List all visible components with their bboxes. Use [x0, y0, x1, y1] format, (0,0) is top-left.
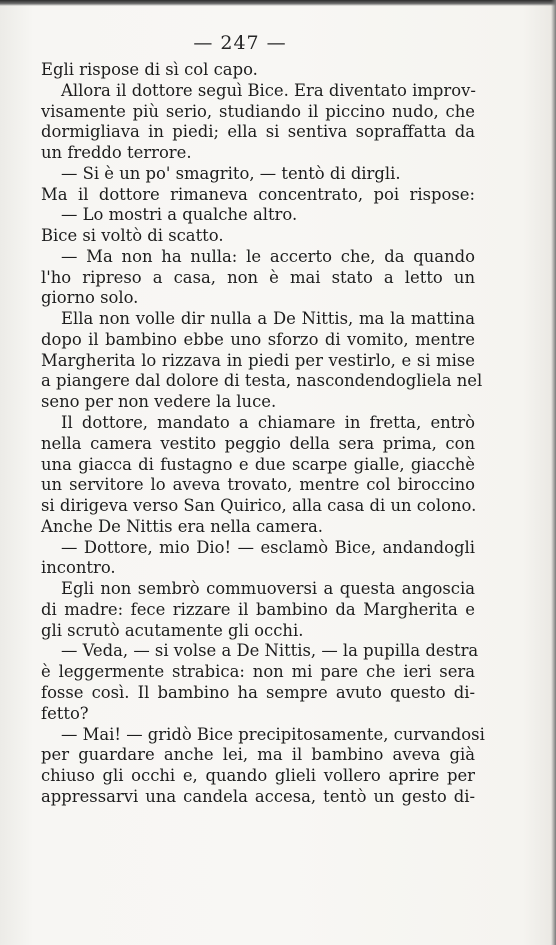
- text-line: Ella non volle dir nulla a De Nittis, ma la mattina: [61, 309, 475, 329]
- page-number: — 247 —: [193, 32, 287, 54]
- text-line: — Dottore, mio Dio! — esclamò Bice, andandogli: [61, 537, 475, 557]
- scan-top-edge: [0, 0, 556, 6]
- text-line: Ma il dottore rimaneva concentrato, poi rispose:: [41, 184, 475, 204]
- text-line: è leggermente strabica: non mi pare che ieri sera: [41, 662, 475, 682]
- text-line: — Si è un po' smagrito, — tentò di dirgli.: [61, 163, 401, 183]
- text-line: — Ma non ha nulla: le accerto che, da quando: [61, 246, 475, 266]
- text-line: a piangere dal dolore di testa, nascondendogliela nel: [41, 371, 483, 391]
- text-line: — Lo mostri a qualche altro.: [61, 205, 298, 225]
- text-line: Il dottore, mandato a chiamare in fretta, entrò: [61, 413, 475, 433]
- text-line: un freddo terrore.: [41, 143, 192, 163]
- text-line: dormigliava in piedi; ella si sentiva sopraffatta da: [41, 122, 475, 142]
- text-line: visamente più serio, studiando il piccino nudo, che: [41, 101, 475, 121]
- text-line: chiuso gli occhi e, quando glieli vollero aprire per: [41, 766, 475, 786]
- text-line: si dirigeva verso San Quirico, alla casa di un colono.: [41, 496, 477, 516]
- text-line: una giacca di fustagno e due scarpe gialle, giacchè: [41, 454, 475, 474]
- text-line: dopo il bambino ebbe uno sforzo di vomito, mentre: [41, 329, 475, 349]
- text-line: seno per non vedere la luce.: [41, 392, 277, 412]
- text-line: Egli non sembrò commuoversi a questa angoscia: [61, 579, 475, 599]
- text-line: appressarvi una candela accesa, tentò un gesto di-: [41, 786, 475, 806]
- text-line: gli scrutò acutamente gli occhi.: [41, 620, 304, 640]
- text-line: Bice si voltò di scatto.: [41, 226, 224, 246]
- text-line: un servitore lo aveva trovato, mentre col biroccino: [41, 475, 475, 495]
- text-line: — Veda, — si volse a De Nittis, — la pupilla destra: [61, 641, 479, 661]
- text-line: — Mai! — gridò Bice precipitosamente, curvandosi: [61, 724, 485, 744]
- text-line: fosse così. Il bambino ha sempre avuto questo di-: [41, 682, 475, 702]
- text-line: Margherita lo rizzava in piedi per vestirlo, e si mise: [41, 350, 475, 370]
- text-line: l'ho ripreso a casa, non è mai stato a letto un: [41, 267, 475, 287]
- page-text: [41, 60, 485, 808]
- text-line: fetto?: [41, 703, 89, 723]
- text-line: di madre: fece rizzare il bambino da Margherita e: [41, 599, 475, 619]
- text-line: Egli rispose di sì col capo.: [41, 60, 258, 79]
- text-line: Allora il dottore seguì Bice. Era diventato improv-: [61, 80, 476, 100]
- text-line: Anche De Nittis era nella camera.: [41, 516, 323, 536]
- text-line: nella camera vestito peggio della sera prima, con: [41, 433, 475, 453]
- text-line: per guardare anche lei, ma il bambino aveva già: [41, 745, 475, 765]
- text-line: incontro.: [41, 558, 116, 578]
- text-line: giorno solo.: [41, 288, 139, 308]
- scan-right-edge: [551, 0, 556, 945]
